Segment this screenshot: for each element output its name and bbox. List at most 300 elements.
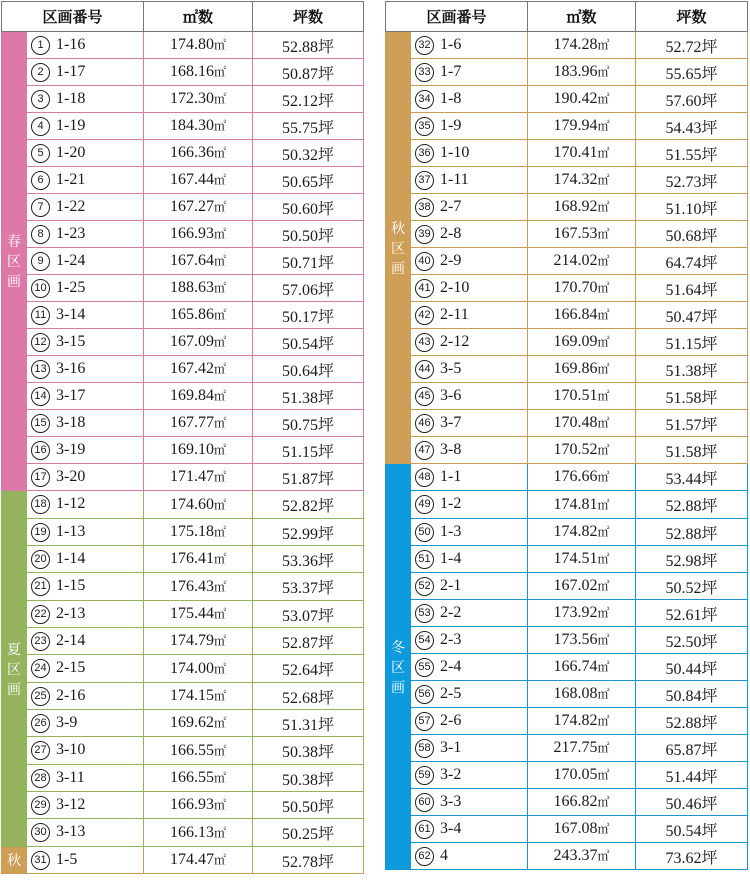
unit-tsubo: 坪 <box>317 65 334 83</box>
area-tsubo-cell <box>636 519 748 546</box>
area-tsubo-value: 51.57 <box>665 416 702 434</box>
area-m2-cell <box>528 519 636 546</box>
lot-id: 1-15 <box>56 577 86 594</box>
area-tsubo-value: 57.06 <box>281 281 318 299</box>
area-tsubo-cell <box>636 573 748 600</box>
header-area-tsubo: 坪数 <box>253 2 364 32</box>
area-m2-cell <box>144 221 253 248</box>
area-tsubo-cell <box>636 113 748 140</box>
area-tsubo-cell <box>253 167 364 194</box>
area-m2-value: 167.42 <box>169 360 214 377</box>
area-m2-value: 176.66 <box>553 468 598 485</box>
lot-number-cell <box>27 221 144 248</box>
table-row <box>386 32 748 59</box>
unit-m2: ㎡ <box>597 92 610 106</box>
unit-m2: ㎡ <box>597 714 610 728</box>
lot-id: 3-5 <box>440 359 462 377</box>
area-tsubo-value: 52.98 <box>665 552 702 570</box>
unit-m2: ㎡ <box>213 254 226 268</box>
area-tsubo-value: 51.58 <box>665 389 702 407</box>
unit-m2: ㎡ <box>597 660 610 674</box>
area-m2-value: 167.27 <box>169 198 214 215</box>
area-tsubo-value: 52.88 <box>665 714 702 732</box>
lot-number-cell <box>27 655 144 683</box>
area-tsubo-value: 51.31 <box>281 716 318 734</box>
lot-id: 3-2 <box>440 765 462 783</box>
unit-tsubo: 坪 <box>701 200 718 218</box>
lot-index-badge: 39 <box>415 225 434 244</box>
area-tsubo-cell <box>253 356 364 383</box>
area-m2-cell <box>528 86 636 113</box>
table-row <box>2 410 364 437</box>
lot-number-cell <box>27 601 144 628</box>
lot-index-badge: 34 <box>415 90 434 109</box>
unit-tsubo: 坪 <box>701 173 718 191</box>
area-tsubo-cell <box>253 275 364 302</box>
unit-tsubo: 坪 <box>701 389 718 407</box>
lot-number-cell <box>27 167 144 194</box>
unit-m2: ㎡ <box>597 795 610 809</box>
unit-m2: ㎡ <box>213 743 226 758</box>
lot-id: 3-18 <box>56 413 86 431</box>
lot-index-badge: 35 <box>415 117 434 136</box>
area-tsubo-value: 52.88 <box>665 525 702 543</box>
unit-m2: ㎡ <box>597 606 610 620</box>
area-tsubo-cell <box>636 546 748 573</box>
area-tsubo-value: 50.38 <box>281 771 318 789</box>
lot-index-badge: 2 <box>31 63 50 82</box>
area-tsubo-cell <box>253 683 364 710</box>
lot-id: 3-15 <box>56 332 86 350</box>
unit-m2: ㎡ <box>597 741 610 755</box>
lot-id: 1-1 <box>440 467 462 485</box>
area-m2-value: 169.09 <box>553 333 598 350</box>
area-m2-cell <box>528 275 636 302</box>
unit-m2: ㎡ <box>213 497 226 512</box>
area-tsubo-value: 53.44 <box>665 470 702 488</box>
unit-tsubo: 坪 <box>317 498 334 515</box>
table-row <box>2 683 364 710</box>
area-m2-value: 168.08 <box>553 685 598 702</box>
lot-number-cell <box>27 248 144 275</box>
area-m2-cell <box>144 737 253 765</box>
lot-number-cell <box>411 708 528 735</box>
lot-index-badge: 48 <box>415 468 434 487</box>
lot-id: 3-1 <box>440 738 462 756</box>
area-tsubo-value: 52.61 <box>665 606 702 624</box>
unit-m2: ㎡ <box>213 470 226 484</box>
area-m2-cell <box>528 654 636 681</box>
area-tsubo-value: 51.10 <box>665 200 702 218</box>
lot-index-badge: 54 <box>415 631 434 650</box>
unit-tsubo: 坪 <box>701 849 718 867</box>
area-tsubo-value: 55.75 <box>281 119 318 137</box>
lot-index-badge: 42 <box>415 306 434 325</box>
lot-id: 2-7 <box>440 197 462 215</box>
area-tsubo-cell <box>253 410 364 437</box>
table-row <box>386 491 748 519</box>
unit-tsubo: 坪 <box>701 308 718 326</box>
lot-index-badge: 62 <box>415 847 434 866</box>
table-row <box>2 847 364 874</box>
area-tsubo-value: 52.64 <box>281 662 318 679</box>
lot-id: 2-16 <box>56 686 86 704</box>
lot-index-badge: 33 <box>415 63 434 82</box>
unit-m2: ㎡ <box>597 525 610 539</box>
area-m2-cell <box>528 383 636 410</box>
area-m2-cell <box>144 765 253 792</box>
unit-tsubo: 坪 <box>701 768 718 786</box>
area-tsubo-value: 50.75 <box>281 416 318 434</box>
unit-m2: ㎡ <box>213 552 226 566</box>
section-name: 夏区画 <box>7 640 21 697</box>
table-row <box>2 765 364 792</box>
unit-m2: ㎡ <box>597 335 610 349</box>
lot-index-badge: 25 <box>31 687 50 706</box>
unit-m2: ㎡ <box>597 687 610 701</box>
area-tsubo-value: 52.99 <box>281 525 318 543</box>
unit-tsubo: 坪 <box>701 795 718 813</box>
unit-m2: ㎡ <box>597 768 610 782</box>
unit-tsubo: 坪 <box>317 281 334 299</box>
table-row <box>2 113 364 140</box>
table-row <box>2 710 364 737</box>
area-tsubo-cell <box>636 194 748 221</box>
area-m2-cell <box>528 546 636 573</box>
area-tsubo-value: 51.64 <box>665 281 702 299</box>
unit-m2: ㎡ <box>213 416 226 430</box>
header-area-tsubo: 坪数 <box>636 2 748 32</box>
area-m2-cell <box>144 464 253 491</box>
section-name: 秋 <box>7 852 21 868</box>
lot-number-cell <box>411 735 528 762</box>
lot-number-cell <box>27 437 144 464</box>
table-row <box>386 221 748 248</box>
area-m2-value: 169.84 <box>169 387 214 404</box>
lot-id: 2-11 <box>440 305 469 323</box>
lot-number-cell <box>411 816 528 843</box>
area-tsubo-value: 52.50 <box>665 633 702 651</box>
unit-m2: ㎡ <box>213 200 226 214</box>
table-row <box>2 464 364 491</box>
section-label-summer <box>2 491 27 847</box>
lot-number-cell <box>27 546 144 573</box>
lot-id: 2-5 <box>440 684 462 702</box>
lot-number-cell <box>411 221 528 248</box>
lot-number-cell <box>27 710 144 737</box>
unit-m2: ㎡ <box>213 825 226 840</box>
area-m2-value: 167.09 <box>169 333 214 350</box>
area-tsubo-cell <box>253 221 364 248</box>
lot-index-badge: 31 <box>31 851 50 870</box>
table-row <box>386 546 748 573</box>
lot-number-cell <box>27 683 144 710</box>
lot-number-cell <box>27 302 144 329</box>
area-tsubo-value: 50.54 <box>281 335 318 353</box>
lot-id: 3-19 <box>56 440 86 458</box>
lot-id: 3-4 <box>440 819 462 837</box>
unit-m2: ㎡ <box>597 65 610 79</box>
lot-id: 2-15 <box>56 659 86 676</box>
lot-number-cell <box>411 410 528 437</box>
area-tsubo-value: 51.44 <box>665 768 702 786</box>
area-m2-cell <box>144 302 253 329</box>
unit-tsubo: 坪 <box>317 443 334 461</box>
area-tsubo-cell <box>253 302 364 329</box>
unit-tsubo: 坪 <box>317 552 334 570</box>
area-m2-cell <box>144 383 253 410</box>
lot-index-badge: 56 <box>415 685 434 704</box>
lot-index-badge: 24 <box>31 659 50 678</box>
unit-tsubo: 坪 <box>317 525 334 543</box>
lot-number-cell <box>27 32 144 59</box>
lot-id: 3-7 <box>440 413 462 431</box>
lot-id: 3-14 <box>56 305 86 323</box>
area-m2-value: 169.10 <box>169 441 214 458</box>
unit-m2: ㎡ <box>213 65 226 79</box>
area-m2-cell <box>144 710 253 737</box>
unit-m2: ㎡ <box>213 579 226 594</box>
unit-tsubo: 坪 <box>701 687 718 705</box>
area-m2-value: 174.51 <box>553 550 598 567</box>
area-tsubo-cell <box>636 410 748 437</box>
area-m2-cell <box>528 816 636 843</box>
table-row <box>2 819 364 847</box>
unit-tsubo: 坪 <box>701 227 718 245</box>
area-m2-value: 217.75 <box>553 739 598 756</box>
lot-index-badge: 30 <box>31 823 50 842</box>
area-m2-cell <box>144 356 253 383</box>
unit-tsubo: 坪 <box>701 714 718 732</box>
area-m2-value: 174.82 <box>553 523 598 540</box>
area-tsubo-cell <box>636 59 748 86</box>
area-tsubo-cell <box>253 140 364 167</box>
area-tsubo-value: 51.55 <box>665 146 702 164</box>
table-row <box>386 302 748 329</box>
area-tsubo-cell <box>253 765 364 792</box>
area-m2-cell <box>144 113 253 140</box>
area-tsubo-value: 50.17 <box>281 308 318 326</box>
unit-tsubo: 坪 <box>317 200 334 218</box>
area-m2-value: 170.48 <box>553 414 598 431</box>
unit-m2: ㎡ <box>597 849 610 863</box>
area-tsubo-cell <box>253 546 364 573</box>
area-tsubo-cell <box>253 248 364 275</box>
unit-m2: ㎡ <box>597 281 610 295</box>
area-m2-value: 168.16 <box>169 63 214 80</box>
unit-tsubo: 坪 <box>701 443 718 461</box>
lot-index-badge: 51 <box>415 550 434 569</box>
table-row <box>386 113 748 140</box>
unit-m2: ㎡ <box>213 362 226 376</box>
lot-index-badge: 5 <box>31 144 50 163</box>
lot-number-cell <box>27 383 144 410</box>
area-tsubo-value: 50.87 <box>281 65 318 83</box>
area-m2-cell <box>528 708 636 735</box>
lot-number-cell <box>411 113 528 140</box>
area-tsubo-cell <box>253 86 364 113</box>
lot-number-cell <box>411 59 528 86</box>
area-m2-cell <box>528 573 636 600</box>
unit-tsubo: 坪 <box>701 633 718 651</box>
lot-index-badge: 20 <box>31 550 50 569</box>
unit-m2: ㎡ <box>597 470 610 484</box>
unit-tsubo: 坪 <box>701 579 718 597</box>
unit-m2: ㎡ <box>213 716 226 730</box>
lot-index-badge: 6 <box>31 171 50 190</box>
area-tsubo-value: 55.65 <box>665 65 702 83</box>
table-row <box>386 708 748 735</box>
unit-tsubo: 坪 <box>317 853 334 871</box>
area-m2-cell <box>144 573 253 601</box>
area-tsubo-cell <box>636 816 748 843</box>
area-tsubo-cell <box>253 329 364 356</box>
unit-m2: ㎡ <box>597 416 610 430</box>
lot-number-cell <box>411 302 528 329</box>
lot-number-cell <box>411 383 528 410</box>
lot-index-badge: 22 <box>31 605 50 624</box>
lot-id: 3-8 <box>440 440 462 458</box>
lot-index-badge: 9 <box>31 252 50 271</box>
unit-m2: ㎡ <box>213 661 226 676</box>
area-tsubo-cell <box>636 491 748 519</box>
unit-tsubo: 坪 <box>317 771 334 789</box>
unit-m2: ㎡ <box>213 92 226 106</box>
area-m2-value: 166.13 <box>169 823 214 841</box>
area-tsubo-value: 73.62 <box>665 849 702 867</box>
lot-number-cell <box>411 140 528 167</box>
lot-number-cell <box>411 681 528 708</box>
lot-number-cell <box>27 194 144 221</box>
area-tsubo-value: 50.38 <box>281 744 318 761</box>
lot-index-badge: 15 <box>31 414 50 433</box>
area-m2-cell <box>528 627 636 654</box>
area-tsubo-value: 53.37 <box>281 580 318 597</box>
lot-id: 1-18 <box>56 89 86 107</box>
lot-number-cell <box>27 356 144 383</box>
area-m2-cell <box>144 546 253 573</box>
area-m2-cell <box>144 59 253 86</box>
table-row <box>2 32 364 59</box>
lot-number-cell <box>411 491 528 519</box>
lot-id: 1-13 <box>56 522 86 540</box>
area-tsubo-value: 51.15 <box>281 443 318 461</box>
area-m2-value: 183.96 <box>553 63 598 80</box>
unit-m2: ㎡ <box>213 227 226 241</box>
area-m2-cell <box>528 140 636 167</box>
lot-number-cell <box>27 519 144 546</box>
area-m2-cell <box>144 437 253 464</box>
lot-number-cell <box>411 789 528 816</box>
lot-id: 4 <box>440 846 448 864</box>
lot-index-badge: 45 <box>415 387 434 406</box>
lot-number-cell <box>27 275 144 302</box>
area-tsubo-cell <box>253 32 364 59</box>
lot-rows-left <box>2 32 364 874</box>
unit-tsubo: 坪 <box>317 227 334 245</box>
lot-index-badge: 14 <box>31 387 50 406</box>
lot-id: 1-16 <box>56 35 86 53</box>
area-m2-cell <box>144 491 253 519</box>
area-m2-cell <box>144 167 253 194</box>
unit-m2: ㎡ <box>213 335 226 349</box>
unit-m2: ㎡ <box>597 822 610 836</box>
unit-m2: ㎡ <box>213 798 226 812</box>
table-row <box>386 573 748 600</box>
unit-m2: ㎡ <box>597 227 610 241</box>
area-m2-value: 168.92 <box>553 198 598 215</box>
area-m2-cell <box>144 847 253 874</box>
area-tsubo-value: 50.54 <box>665 822 702 840</box>
table-row <box>2 628 364 655</box>
lot-id: 1-7 <box>440 62 462 80</box>
area-m2-value: 165.86 <box>169 306 214 323</box>
area-tsubo-cell <box>253 737 364 765</box>
lot-index-badge: 60 <box>415 793 434 812</box>
lot-index-badge: 13 <box>31 360 50 379</box>
unit-m2: ㎡ <box>213 634 226 648</box>
lot-number-cell <box>411 627 528 654</box>
unit-tsubo: 坪 <box>317 798 334 816</box>
lot-table-left <box>1 1 364 874</box>
lot-id: 3-20 <box>56 467 86 485</box>
unit-m2: ㎡ <box>597 443 610 457</box>
lot-index-badge: 50 <box>415 523 434 542</box>
area-tsubo-cell <box>636 464 748 491</box>
lot-number-cell <box>27 847 144 874</box>
area-tsubo-value: 50.25 <box>281 826 318 843</box>
unit-tsubo: 坪 <box>701 552 718 570</box>
lot-index-badge: 1 <box>31 36 50 55</box>
lot-id: 2-10 <box>440 278 470 296</box>
area-tsubo-cell <box>636 789 748 816</box>
lot-index-badge: 41 <box>415 279 434 298</box>
area-m2-value: 172.30 <box>169 90 214 107</box>
area-m2-value: 173.92 <box>553 604 598 621</box>
area-tsubo-value: 50.32 <box>281 146 318 164</box>
area-m2-value: 170.41 <box>553 144 598 161</box>
table-row <box>2 546 364 573</box>
unit-m2: ㎡ <box>597 200 610 214</box>
area-m2-cell <box>144 601 253 628</box>
area-tsubo-cell <box>253 847 364 874</box>
unit-m2: ㎡ <box>213 525 226 539</box>
area-m2-value: 174.47 <box>169 851 214 868</box>
area-m2-cell <box>528 843 636 870</box>
lot-number-cell <box>411 843 528 870</box>
unit-m2: ㎡ <box>597 552 610 566</box>
area-m2-value: 243.37 <box>553 847 598 864</box>
area-m2-value: 174.79 <box>169 632 214 649</box>
lot-index-badge: 12 <box>31 333 50 352</box>
area-m2-value: 166.55 <box>169 769 214 786</box>
area-tsubo-value: 52.12 <box>281 92 318 110</box>
lot-number-cell <box>411 546 528 573</box>
unit-tsubo: 坪 <box>317 744 334 761</box>
table-row <box>2 329 364 356</box>
lot-id: 1-3 <box>440 522 462 540</box>
area-m2-cell <box>144 194 253 221</box>
area-m2-cell <box>144 86 253 113</box>
area-m2-cell <box>144 140 253 167</box>
lot-index-badge: 37 <box>415 171 434 190</box>
header-row <box>2 2 364 32</box>
area-m2-value: 174.32 <box>553 171 598 188</box>
unit-m2: ㎡ <box>213 308 226 322</box>
area-tsubo-cell <box>636 356 748 383</box>
lot-id: 3-11 <box>56 768 85 786</box>
area-tsubo-cell <box>636 383 748 410</box>
